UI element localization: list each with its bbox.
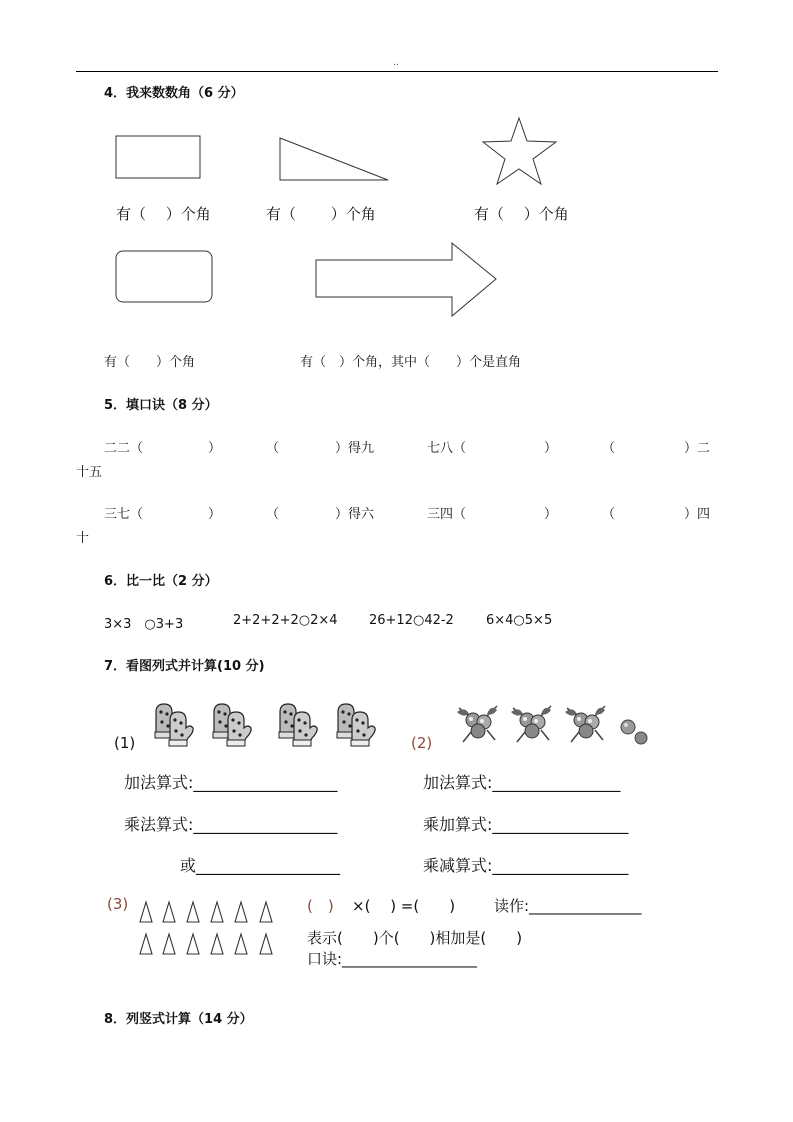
rounded-rectangle-shape bbox=[116, 251, 212, 302]
q5-r2-c2: ） bbox=[208, 507, 222, 522]
q4-answer-rounded: 有（ ）个角 bbox=[104, 355, 196, 370]
q7-p2-multiply-add: 乘加算式:_________________ bbox=[423, 815, 629, 834]
q5-r1-c1: 二二（ bbox=[104, 441, 144, 456]
q6-item-3: 26+12○42-2 bbox=[369, 613, 454, 628]
triangles-picture bbox=[138, 902, 278, 958]
q5-r1-c5: 七八（ bbox=[427, 441, 467, 456]
q7-p2-label: (2) bbox=[411, 734, 433, 752]
q4-answer-triangle: 有（ ）个角 bbox=[266, 205, 376, 223]
q7-p1-or: 或__________________ bbox=[180, 856, 341, 875]
q5-r1-c2: ） bbox=[208, 441, 222, 456]
q6-title: 6．比一比（2 分） bbox=[104, 574, 218, 589]
q5-r1-c7: （ bbox=[602, 441, 616, 456]
q7-p1-addition: 加法算式:__________________ bbox=[124, 773, 338, 792]
q5-r1-wrap: 十五 bbox=[76, 465, 103, 480]
q7-p3-rhyme: 口诀:__________________ bbox=[307, 950, 478, 968]
q5-r1-c3: （ bbox=[266, 441, 280, 456]
q6-item-1: 3×3 ○3+3 bbox=[104, 617, 184, 632]
q7-p3-first-bracket: ( ) bbox=[307, 897, 334, 915]
q4-answer-arrow: 有（ ）个角，其中（ ）个是直角 bbox=[300, 355, 522, 370]
q7-p3-means: 表示( )个( )相加是( ) bbox=[307, 929, 523, 947]
q5-r2-c5: 三四（ bbox=[427, 507, 467, 522]
q6-item-4: 6×4○5×5 bbox=[486, 613, 553, 628]
right-triangle-shape bbox=[280, 138, 388, 180]
q8-title: 8．列竖式计算（14 分） bbox=[104, 1012, 253, 1027]
fruit-picture bbox=[455, 700, 665, 750]
q5-r2-wrap: 十 bbox=[76, 531, 90, 546]
q5-r2-c6: ） bbox=[544, 507, 558, 522]
mittens-picture bbox=[150, 702, 390, 752]
q5-r2-c8: ）四 bbox=[684, 507, 711, 522]
q7-p3-read-as: 读作:_______________ bbox=[494, 897, 642, 915]
star-shape bbox=[483, 118, 556, 184]
q7-title: 7．看图列式并计算(10 分) bbox=[104, 659, 265, 674]
q4-answer-star: 有（ ）个角 bbox=[474, 205, 569, 223]
q5-r2-c1: 三七（ bbox=[104, 507, 144, 522]
q5-r2-c3: （ bbox=[266, 507, 280, 522]
q5-r1-c4: ）得九 bbox=[335, 441, 375, 456]
q7-p3-equation: ×( ) =( ) bbox=[352, 897, 456, 915]
q7-p2-multiply-subtract: 乘减算式:_________________ bbox=[423, 856, 629, 875]
q5-r1-c8: ）二 bbox=[684, 441, 711, 456]
q4-answer-rectangle: 有（ ）个角 bbox=[116, 205, 211, 223]
arrow-shape bbox=[316, 243, 496, 316]
q5-r2-c7: （ bbox=[602, 507, 616, 522]
q5-title: 5．填口诀（8 分） bbox=[104, 398, 218, 413]
q7-p1-multiplication: 乘法算式:__________________ bbox=[124, 815, 338, 834]
q7-p1-label: (1) bbox=[114, 734, 136, 752]
q7-p3-label: (3) bbox=[107, 895, 129, 913]
q5-r1-c6: ） bbox=[544, 441, 558, 456]
q7-p2-addition: 加法算式:________________ bbox=[423, 773, 621, 792]
q6-item-2: 2+2+2+2○2×4 bbox=[233, 613, 338, 628]
q4-title: 4．我来数数角（6 分） bbox=[104, 86, 244, 101]
q5-r2-c4: ）得六 bbox=[335, 507, 375, 522]
header-dots: .. bbox=[393, 58, 399, 68]
